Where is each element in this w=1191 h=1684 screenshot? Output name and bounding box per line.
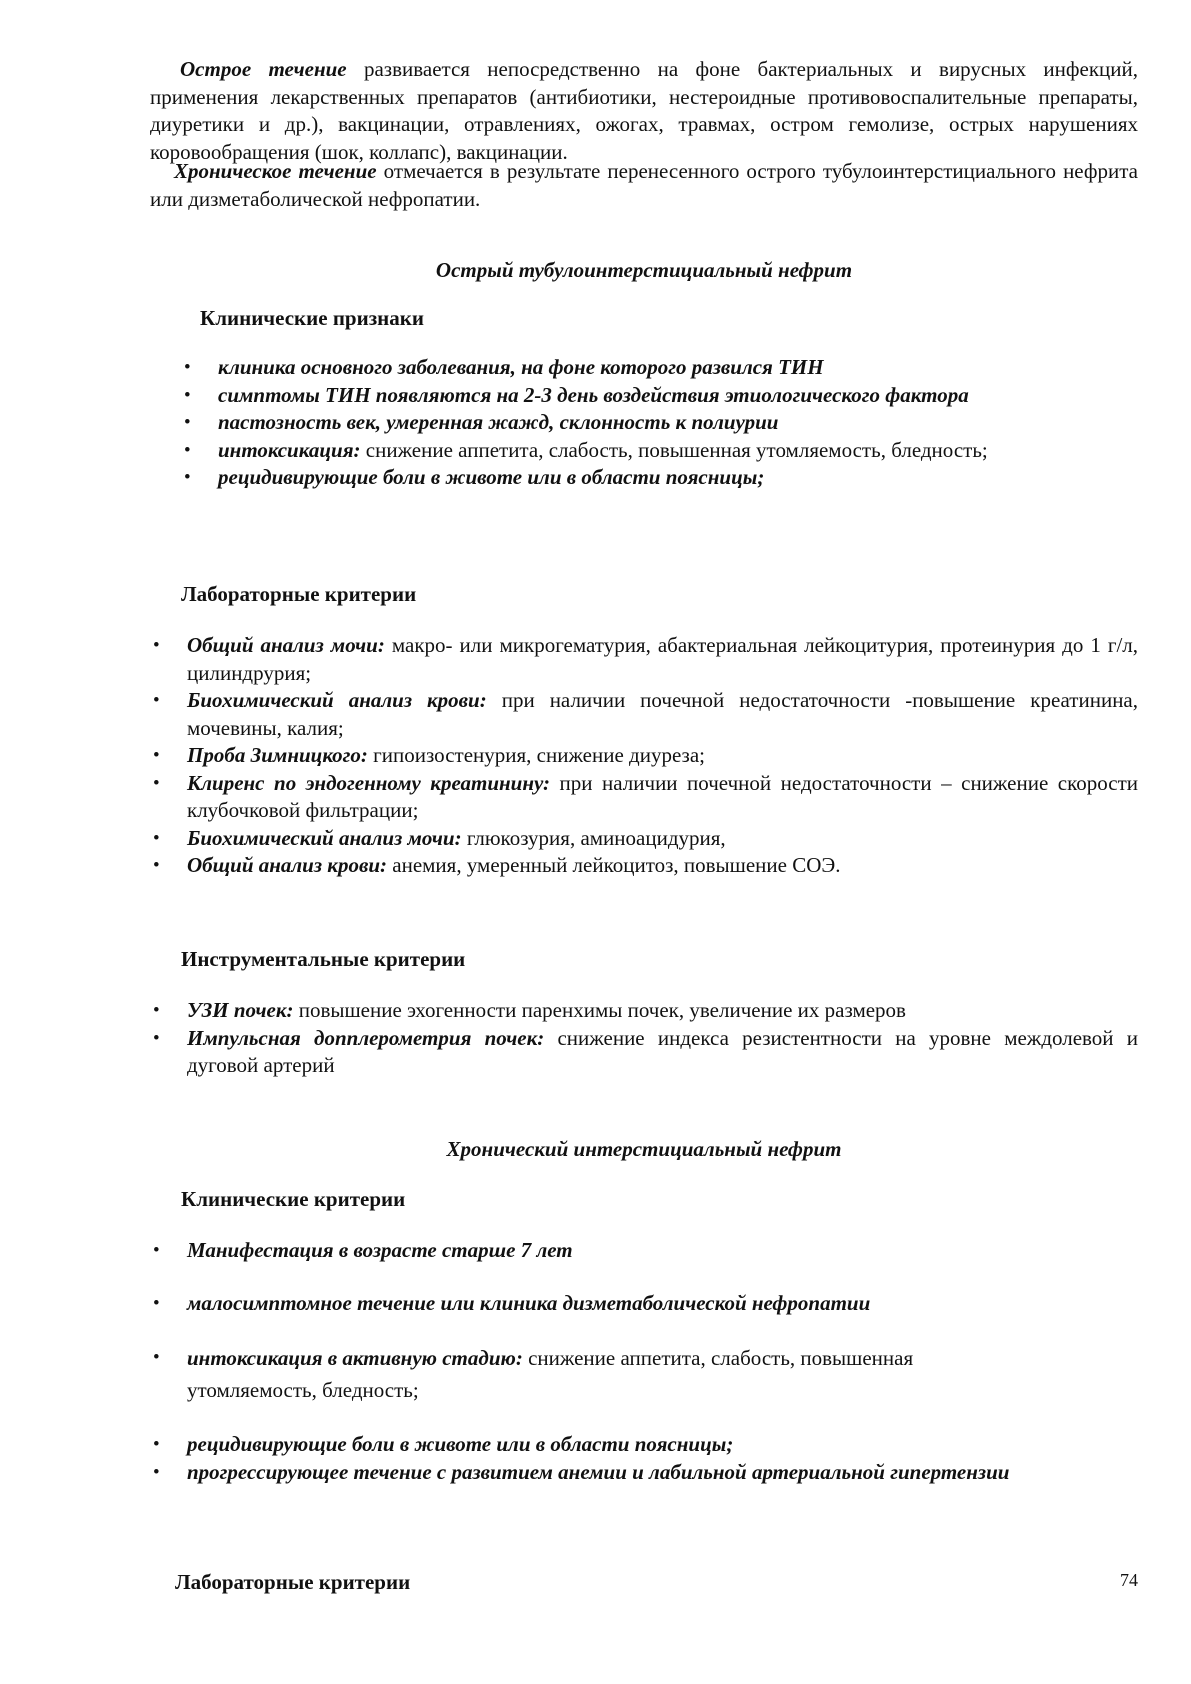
intro-text-acute: развивается непосредственно на фоне бактериальных и вирусных инфекций, применения лекарственных препаратов (антибиотики, нестероидные противовоспалительные препараты, диуретики и др.), вакцинации, отравлениях, ожогах, травмах, остром гемолизе, острых нарушениях коровообращения (шок, коллапс), вакцинации. [150,57,1138,164]
list-item: • Проба Зимницкого: гипоизостенурия, снижение диуреза; [187,742,1138,770]
list-item: • Клиренс по эндогенному креатинину: при наличии почечной недостаточности – снижение скорости клубочковой фильтрации; [187,770,1138,825]
list-chronic-clinical [187,1237,1138,1486]
list-item: • интоксикация: снижение аппетита, слабость, повышенная утомляемость, бледность; [218,437,1120,465]
list-item: • интоксикация в активную стадию: снижение аппетита, слабость, повышенная утомляемость, бледность; [187,1342,1027,1406]
list-acute-lab [187,632,1138,880]
intro-paragraph-chronic [150,158,1138,213]
list-acute-clinical [218,354,1120,492]
intro-text-chronic: отмечается в результате перенесенного острого тубулоинтерстициального нефрита или дизметаболической нефропатии. [150,159,1138,211]
heading-clinical-signs: Клинические признаки [200,306,424,330]
intro-paragraph-acute [150,56,1138,166]
intro-lead-chronic: Хроническое течение [174,159,377,183]
heading-lab-criteria-acute: Лабораторные критерии [181,582,417,606]
list-item: • Биохимический анализ крови: при наличии почечной недостаточности -повышение креатинина, мочевины, калия; [187,687,1138,742]
list-item: • Общий анализ мочи: макро- или микрогематурия, абактериальная лейкоцитурия, протеинурия до 1 г/л, цилиндрурия; [187,632,1138,687]
list-acute-instrumental [187,997,1138,1080]
list-item: • рецидивирующие боли в животе или в области поясницы; [218,464,1120,492]
list-item: • клиника основного заболевания, на фоне которого развился ТИН [218,354,1120,382]
heading-lab-criteria-chronic: Лабораторные критерии [175,1570,411,1594]
list-item: • пастозность век, умеренная жажд, склонность к полиурии [218,409,1120,437]
section-title-chronic: Хронический интерстициальный нефрит [446,1137,842,1161]
list-item: • Импульсная допплерометрия почек: снижение индекса резистентности на уровне междолевой и дуговой артерий [187,1025,1138,1080]
intro-lead-acute: Острое течение [180,57,347,81]
list-item: • прогрессирующее течение с развитием анемии и лабильной артериальной гипертензии [187,1459,1138,1487]
page-number: 74 [1120,1570,1138,1590]
list-item: • Общий анализ крови: анемия, умеренный лейкоцитоз, повышение СОЭ. [187,852,1138,880]
section-title-acute: Острый тубулоинтерстициальный нефрит [435,258,853,282]
list-item: • малосимптомное течение или клиника дизметаболической нефропатии [187,1290,1138,1318]
heading-clinical-criteria-chronic: Клинические критерии [181,1187,406,1211]
list-item: • симптомы ТИН появляются на 2-3 день воздействия этиологического фактора [218,382,1120,410]
list-item: • Биохимический анализ мочи: глюкозурия, аминоацидурия, [187,825,1138,853]
list-item: • Манифестация в возрасте старше 7 лет [187,1237,1138,1265]
list-item: • рецидивирующие боли в животе или в области поясницы; [187,1431,1138,1459]
list-item: • УЗИ почек: повышение эхогенности паренхимы почек, увеличение их размеров [187,997,1138,1025]
heading-instrumental-criteria: Инструментальные критерии [181,947,466,971]
